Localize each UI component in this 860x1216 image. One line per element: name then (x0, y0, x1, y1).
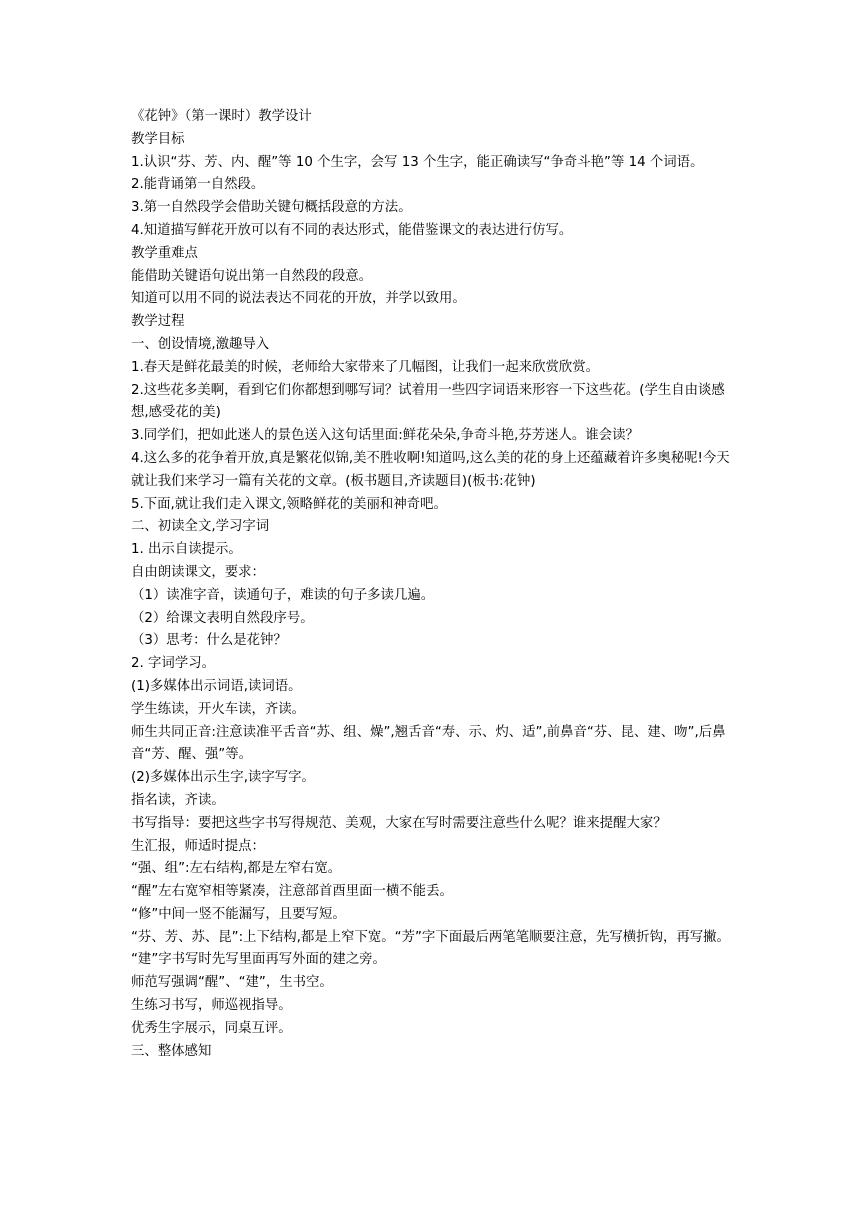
paragraph: 知道可以用不同的说法表达不同花的开放，并学以致用。 (131, 291, 466, 307)
paragraph: “醒”左右宽窄相等紧凑，注意部首酉里面一横不能丢。 (131, 884, 453, 900)
paragraph: 1.认识“芬、芳、内、醒”等 10 个生字，会写 13 个生字，能正确读写“争奇斗艳”等 14 个词语。 (131, 154, 704, 170)
paragraph: “芬、芳、苏、昆”:上下结构,都是上窄下宽。“芳”字下面最后两笔笔顺要注意，先写横折钩，再写撇。 (131, 929, 730, 945)
paragraph: 书写指导：要把这些字书写得规范、美观，大家在写时需要注意些什么呢？谁来提醒大家？ (131, 815, 667, 831)
paragraph: 2. 字词学习。 (131, 656, 215, 672)
paragraph: （1）读准字音，读通句子，难读的句子多读几遍。 (131, 587, 435, 603)
paragraph: 自由朗读课文，要求： (131, 564, 265, 580)
paragraph: 师生共同正音:注意读准平舌音“苏、组、燥”,翘舌音“寿、示、灼、适”,前鼻音“芬、昆、建、吻”,后鼻音“芳、醒、强”等。 (131, 724, 726, 763)
paragraph: 1. 出示自读提示。 (131, 542, 242, 558)
paragraph: （2）给课文表明自然段序号。 (131, 610, 314, 626)
paragraph: 2.这些花多美啊，看到它们你都想到哪写词？试着用一些四字词语来形容一下这些花。(学生自由谈感想,感受花的美) (131, 382, 725, 421)
section-heading: 教学过程 (131, 314, 185, 330)
paragraph: 生汇报，师适时提点： (131, 838, 265, 854)
paragraph: 2.能背诵第一自然段。 (131, 177, 265, 193)
section-heading: 三、整体感知 (131, 1043, 212, 1059)
paragraph: 学生练读，开火车读，齐读。 (131, 701, 306, 717)
paragraph: 4.这么多的花争着开放,真是繁花似锦,美不胜收啊!知道吗,这么美的花的身上还蕴藏着许多奥秘呢!今天就让我们来学习一篇有关花的文章。(板书题目,齐读题目)(板书:花钟) (131, 450, 730, 489)
paragraph: (1)多媒体出示词语,读词语。 (131, 678, 302, 694)
paragraph: 3.同学们，把如此迷人的景色送入这句话里面:鲜花朵朵,争奇斗艳,芬芳迷人。谁会读？ (131, 428, 639, 444)
section-heading: 教学目标 (131, 131, 185, 147)
paragraph: 指名读，齐读。 (131, 792, 225, 808)
section-heading: 一、创设情境,激趣导入 (131, 336, 270, 352)
paragraph: 能借助关键语句说出第一自然段的段意。 (131, 268, 373, 284)
section-heading: 教学重难点 (131, 245, 198, 261)
paragraph: (2)多媒体出示生字,读字写字。 (131, 770, 315, 786)
section-heading: 二、初读全文,学习字词 (131, 519, 270, 535)
paragraph: “修”中间一竖不能漏写，且要写短。 (131, 906, 346, 922)
paragraph: 生练习书写，师巡视指导。 (131, 998, 292, 1014)
document-page (131, 106, 735, 1063)
paragraph: 4.知道描写鲜花开放可以有不同的表达形式，能借鉴课文的表达进行仿写。 (131, 222, 573, 238)
paragraph: “强、组”:左右结构,都是左窄右宽。 (131, 861, 342, 877)
document-title: 《花钟》（第一课时）教学设计 (131, 109, 312, 124)
paragraph: 5.下面,就让我们走入课文,领略鲜花的美丽和神奇吧。 (131, 496, 447, 512)
paragraph: “建”字书写时先写里面再写外面的建之旁。 (131, 952, 386, 968)
paragraph: 优秀生字展示，同桌互评。 (131, 1020, 292, 1036)
paragraph: 3.第一自然段学会借助关键句概括段意的方法。 (131, 200, 412, 216)
paragraph: （3）思考：什么是花钟？ (131, 633, 287, 649)
paragraph: 1.春天是鲜花最美的时候，老师给大家带来了几幅图，让我们一起来欣赏欣赏。 (131, 359, 600, 375)
paragraph: 师范写强调“醒”、“建”，生书空。 (131, 975, 333, 991)
